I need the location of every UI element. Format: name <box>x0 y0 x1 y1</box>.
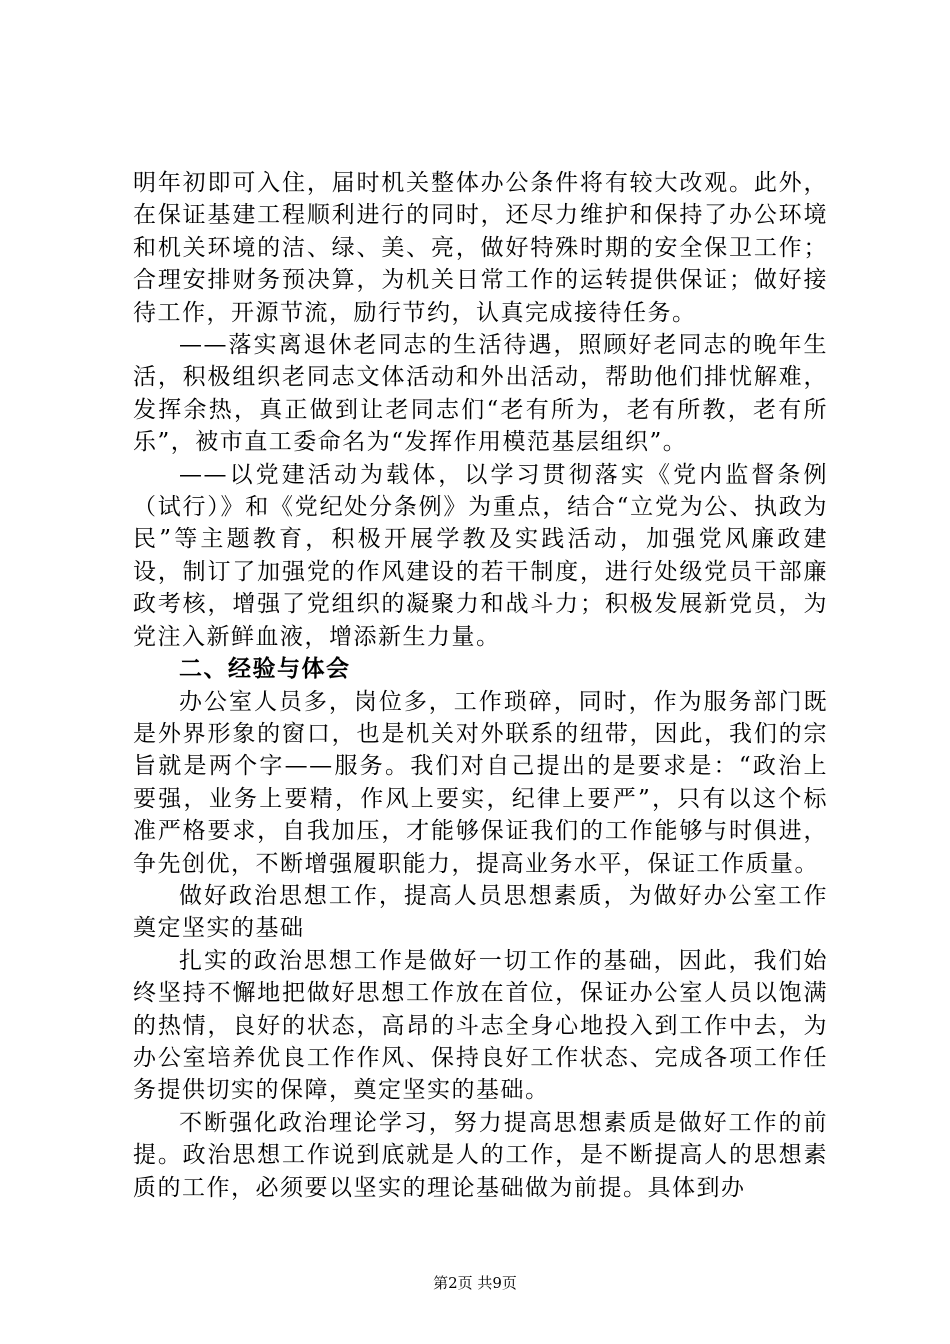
document-body <box>133 167 828 1204</box>
paragraph-political-work-foundation: 扎实的政治思想工作是做好一切工作的基础，因此，我们始终坚持不懈地把做好思想工作放在首位，保证办公室人员以饱满的热情，良好的状态，高昂的斗志全身心地投入到工作中去，为办公室培养优良工作作风、保持良好工作状态、完成各项工作任务提供切实的保障，奠定坚实的基础。 <box>133 947 828 1104</box>
paragraph-party-building: ——以党建活动为载体，以学习贯彻落实《党内监督条例（试行）》和《党纪处分条例》为重点，结合“立党为公、执政为民”等主题教育，积极开展学教及实践活动，加强党风廉政建设，制订了加强党的作风建设的若干制度，进行处级党员干部廉政考核，增强了党组织的凝聚力和战斗力；积极发展新党员，为党注入新鲜血液，增添新生力量。 <box>133 461 828 650</box>
page-footer: 第2页 共9页 <box>433 1274 517 1292</box>
section-heading-experience: 二、经验与体会 <box>179 656 351 683</box>
paragraph-political-work-title: 做好政治思想工作，提高人员思想素质，为做好办公室工作奠定坚实的基础 <box>133 882 828 942</box>
paragraph-theory-study: 不断强化政治理论学习，努力提高思想素质是做好工作的前提。政治思想工作说到底就是人的工作，是不断提高人的思想素质的工作，必须要以坚实的理论基础做为前提。具体到办 <box>133 1109 828 1201</box>
paragraph-retired-cadres: ——落实离退休老同志的生活待遇，照顾好老同志的晚年生活，积极组织老同志文体活动和外出活动，帮助他们排忧解难，发挥余热，真正做到让老同志们“老有所为，老有所教，老有所乐”，被市直工委命名为“发挥作用模范基层组织”。 <box>133 332 828 456</box>
paragraph-office-service: 办公室人员多，岗位多，工作琐碎，同时，作为服务部门既是外界形象的窗口，也是机关对外联系的纽带，因此，我们的宗旨就是两个字——服务。我们对自己提出的是要求是：“政治上要强，业务上要精，作风上要实，纪律上要严”，只有以这个标准严格要求，自我加压，才能够保证我们的工作能够与时俱进，争先创优，不断增强履职能力，提高业务水平，保证工作质量。 <box>133 688 828 877</box>
paragraph-infrastructure: 明年初即可入住，届时机关整体办公条件将有较大改观。此外，在保证基建工程顺利进行的同时，还尽力维护和保持了办公环境和机关环境的洁、绿、美、亮，做好特殊时期的安全保卫工作；合理安排财务预决算，为机关日常工作的运转提供保证；做好接待工作，开源节流，励行节约，认真完成接待任务。 <box>133 170 828 326</box>
